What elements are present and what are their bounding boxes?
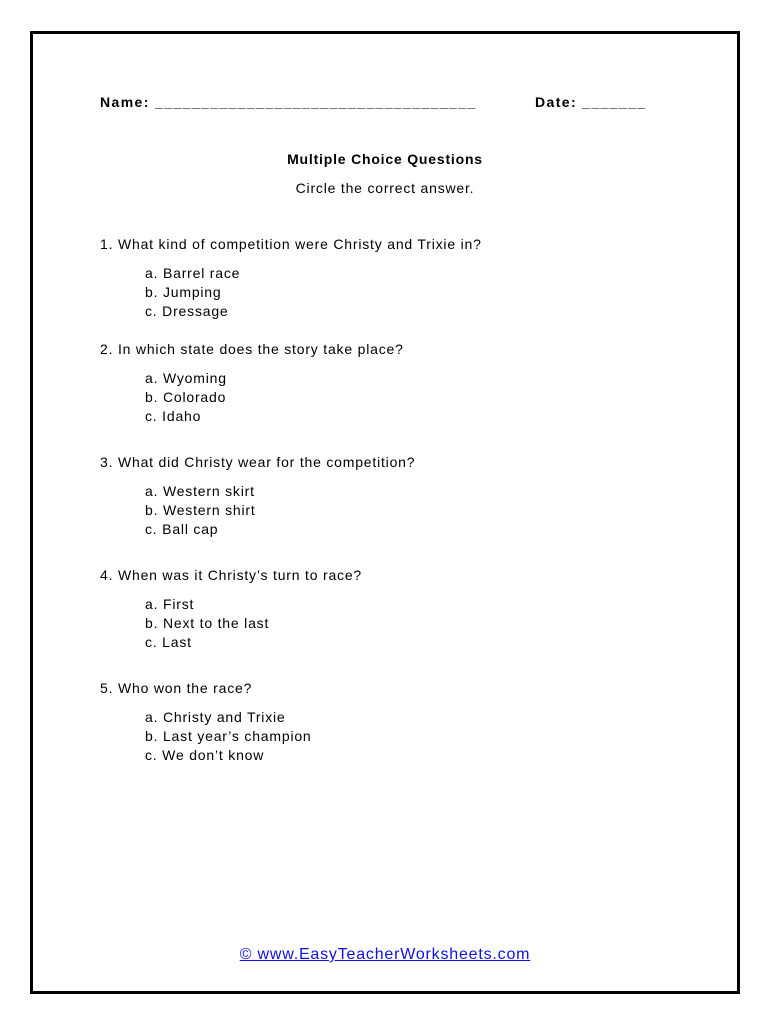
option-a: a. First (145, 596, 195, 612)
option-c: c. Idaho (145, 408, 202, 424)
question-text: 5. Who won the race? (100, 680, 253, 696)
option-b: b. Western shirt (145, 502, 256, 518)
option-c: c. Ball cap (145, 521, 219, 537)
name-line: Name: ___________________________________ (100, 94, 477, 110)
option-c: c. We don’t know (145, 747, 265, 763)
option-c: c. Last (145, 634, 192, 650)
option-a: a. Wyoming (145, 370, 227, 386)
answer-options (100, 482, 415, 539)
option-b: b. Last year’s champion (145, 728, 312, 744)
option-a: a. Western skirt (145, 483, 255, 499)
question-5 (100, 679, 312, 765)
question-text: 4. When was it Christy’s turn to race? (100, 567, 363, 583)
question-3 (100, 453, 415, 539)
option-c: c. Dressage (145, 303, 229, 319)
answer-options (100, 369, 404, 426)
answer-options (100, 595, 362, 652)
question-1 (100, 235, 482, 321)
date-line: Date: _______ (535, 94, 647, 110)
worksheet-title: Multiple Choice Questions (287, 151, 483, 167)
question-2 (100, 340, 404, 426)
question-text: 1. What kind of competition were Christy and Trixie in? (100, 236, 482, 252)
instructions: Circle the correct answer. (295, 180, 475, 196)
option-b: b. Jumping (145, 284, 222, 300)
question-text: 2. In which state does the story take place? (100, 341, 404, 357)
answer-options (100, 264, 482, 321)
question-4 (100, 566, 362, 652)
header (100, 94, 647, 110)
question-text: 3. What did Christy wear for the competition? (100, 454, 416, 470)
option-a: a. Barrel race (145, 265, 241, 281)
option-b: b. Next to the last (145, 615, 270, 631)
answer-options (100, 708, 312, 765)
footer-link[interactable]: © www.EasyTeacherWorksheets.com (239, 946, 531, 963)
option-a: a. Christy and Trixie (145, 709, 286, 725)
option-b: b. Colorado (145, 389, 227, 405)
